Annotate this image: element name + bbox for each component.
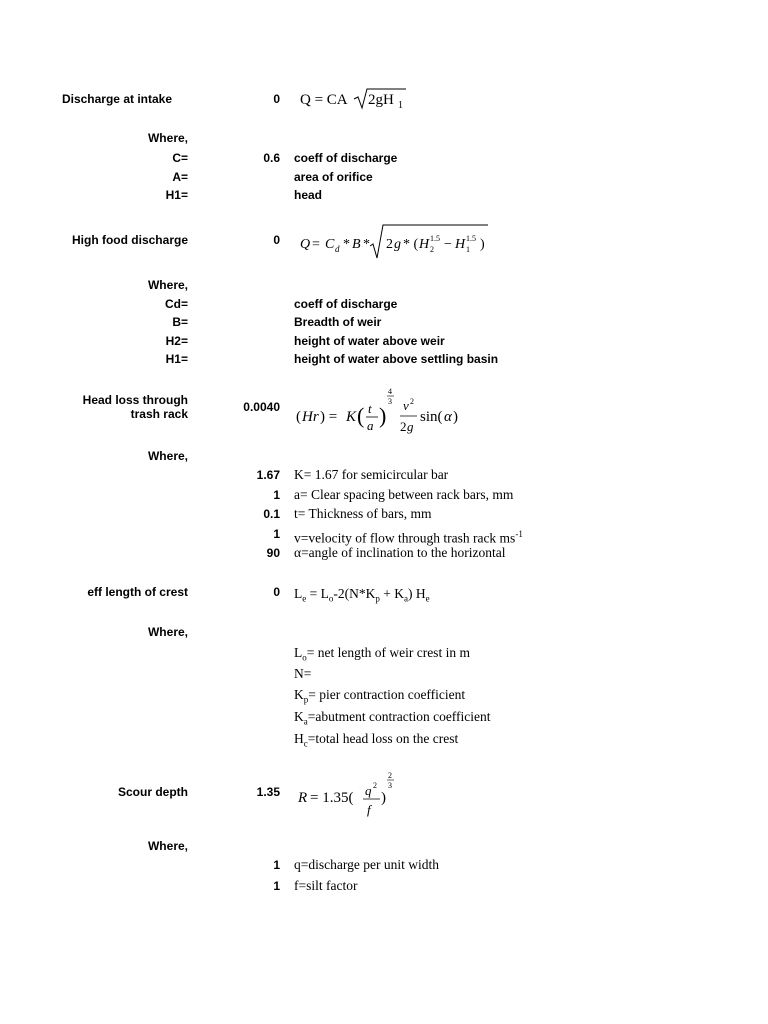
svg-text:): ) bbox=[379, 403, 387, 428]
svg-text:2: 2 bbox=[410, 397, 414, 406]
crest-line-main: K bbox=[294, 687, 304, 702]
trash-param-desc bbox=[294, 526, 523, 547]
crest-formula bbox=[294, 586, 430, 607]
crest-value[interactable]: 0 bbox=[273, 585, 280, 599]
flood-param-sym: H2= bbox=[165, 334, 188, 348]
crest-f4: + K bbox=[379, 586, 404, 601]
intake-value[interactable]: 0 bbox=[273, 92, 280, 106]
trash-velocity-sup: -1 bbox=[515, 529, 523, 539]
trash-param-desc: t= Thickness of bars, mm bbox=[294, 506, 432, 521]
svg-text:1.5: 1.5 bbox=[466, 234, 476, 243]
crest-line-main: K bbox=[294, 709, 304, 724]
svg-text:g: g bbox=[407, 419, 414, 434]
crest-f5s: e bbox=[425, 593, 430, 604]
trash-label-line2: trash rack bbox=[130, 407, 188, 421]
trash-value[interactable]: 0.0040 bbox=[243, 400, 280, 414]
crest-line-sub: p bbox=[303, 694, 309, 705]
svg-text:3: 3 bbox=[388, 397, 392, 406]
crest-f2s: o bbox=[328, 593, 334, 604]
crest-line-sub: a bbox=[303, 716, 308, 727]
crest-line-sub: o bbox=[302, 652, 307, 663]
intake-param-sym: A= bbox=[172, 170, 188, 184]
svg-text:R: R bbox=[298, 790, 308, 806]
trash-param-desc: α=angle of inclination to the horizontal bbox=[294, 545, 506, 560]
crest-f4s: a bbox=[404, 593, 408, 604]
intake-param-value[interactable]: 0.6 bbox=[263, 151, 280, 165]
crest-f5: ) H bbox=[408, 586, 426, 601]
svg-text:a: a bbox=[367, 418, 374, 433]
svg-text:2gH: 2gH bbox=[368, 92, 394, 108]
trash-param-desc: a= Clear spacing between rack bars, mm bbox=[294, 487, 514, 502]
scour-where: Where, bbox=[147, 839, 188, 853]
flood-param-desc: coeff of discharge bbox=[294, 297, 398, 311]
flood-formula bbox=[298, 222, 498, 262]
scour-label: Scour depth bbox=[117, 785, 188, 799]
trash-param-value[interactable]: 90 bbox=[266, 546, 280, 560]
svg-text:1: 1 bbox=[466, 245, 470, 254]
flood-value[interactable]: 0 bbox=[273, 233, 280, 247]
svg-text:d: d bbox=[335, 244, 340, 254]
svg-text:3: 3 bbox=[388, 781, 392, 790]
crest-line bbox=[294, 645, 470, 666]
trash-label-line1: Head loss through bbox=[82, 393, 188, 407]
svg-text:1: 1 bbox=[398, 100, 403, 111]
svg-text:=: = bbox=[312, 237, 320, 252]
svg-text:Q = CA: Q = CA bbox=[300, 92, 348, 108]
flood-param-desc: height of water above settling basin bbox=[294, 352, 499, 366]
trash-param-value[interactable]: 1 bbox=[273, 488, 280, 502]
svg-text:2: 2 bbox=[430, 245, 434, 254]
crest-line bbox=[294, 666, 311, 682]
crest-line-main: L bbox=[294, 645, 303, 660]
svg-text:q: q bbox=[365, 783, 372, 798]
intake-param-sym: C= bbox=[172, 151, 188, 165]
svg-text:2: 2 bbox=[386, 237, 393, 252]
svg-text:): ) bbox=[480, 237, 485, 252]
intake-param-desc: area of orifice bbox=[294, 170, 373, 184]
crest-line-rest: =total head loss on the crest bbox=[307, 731, 459, 746]
svg-text:) =: ) = bbox=[320, 409, 338, 425]
crest-line bbox=[294, 709, 491, 730]
crest-f3: -2(N*K bbox=[333, 586, 376, 601]
flood-param-sym: Cd= bbox=[164, 297, 188, 311]
crest-f1s: e bbox=[302, 593, 307, 604]
svg-text:sin(: sin( bbox=[420, 409, 443, 425]
trash-formula bbox=[296, 386, 446, 436]
svg-text:(: ( bbox=[296, 409, 301, 425]
crest-line-rest: =abutment contraction coefficient bbox=[307, 709, 491, 724]
svg-text:* (: * ( bbox=[403, 237, 419, 252]
svg-text:): ) bbox=[381, 790, 386, 806]
scour-param-value[interactable]: 1 bbox=[273, 858, 280, 872]
svg-text:C: C bbox=[325, 237, 335, 252]
intake-param-sym: H1= bbox=[165, 188, 188, 202]
crest-line-rest: = net length of weir crest in m bbox=[306, 645, 470, 660]
svg-text:2: 2 bbox=[388, 771, 392, 780]
svg-text:= 1.35(: = 1.35( bbox=[310, 790, 354, 806]
trash-where: Where, bbox=[147, 449, 188, 463]
trash-param-desc: K= 1.67 for semicircular bar bbox=[294, 467, 449, 482]
svg-text:*: * bbox=[343, 237, 350, 252]
flood-param-sym: H1= bbox=[165, 352, 188, 366]
trash-param-value[interactable]: 1 bbox=[273, 527, 280, 541]
crest-line-main: N= bbox=[294, 666, 312, 681]
flood-label: High food discharge bbox=[71, 233, 188, 247]
intake-where: Where, bbox=[147, 131, 188, 145]
flood-where: Where, bbox=[147, 278, 188, 292]
crest-where: Where, bbox=[147, 625, 188, 639]
scour-value[interactable]: 1.35 bbox=[256, 785, 280, 799]
svg-text:H: H bbox=[419, 237, 430, 252]
scour-param-desc: q=discharge per unit width bbox=[294, 857, 439, 872]
scour-param-value[interactable]: 1 bbox=[273, 879, 280, 893]
intake-label: Discharge at intake bbox=[61, 92, 172, 106]
intake-param-desc: head bbox=[294, 188, 323, 202]
trash-formula-alpha bbox=[446, 386, 476, 436]
crest-line bbox=[294, 687, 465, 708]
flood-param-sym: B= bbox=[172, 315, 188, 329]
svg-text:4: 4 bbox=[388, 387, 392, 396]
crest-f1: L bbox=[294, 586, 303, 601]
svg-text:1.5: 1.5 bbox=[430, 234, 440, 243]
svg-text:2: 2 bbox=[373, 781, 377, 790]
svg-text:Hr: Hr bbox=[302, 409, 319, 425]
svg-text:): ) bbox=[453, 409, 458, 425]
crest-line-rest: = pier contraction coefficient bbox=[308, 687, 466, 702]
scour-formula bbox=[296, 766, 406, 818]
svg-text:H: H bbox=[455, 237, 466, 252]
svg-text:g: g bbox=[394, 237, 401, 252]
trash-param-value[interactable]: 1.67 bbox=[256, 468, 280, 482]
svg-text:t: t bbox=[368, 401, 372, 416]
crest-f2: = L bbox=[306, 586, 329, 601]
svg-text:B: B bbox=[352, 237, 361, 252]
flood-param-desc: Breadth of weir bbox=[294, 315, 382, 329]
crest-line-main: H bbox=[294, 731, 304, 746]
crest-label: eff length of crest bbox=[87, 585, 188, 599]
svg-text:(: ( bbox=[357, 403, 365, 428]
svg-text:*: * bbox=[363, 237, 370, 252]
svg-text:v: v bbox=[403, 398, 409, 413]
crest-line-sub: c bbox=[303, 738, 308, 749]
crest-line bbox=[294, 731, 458, 752]
svg-text:K: K bbox=[346, 409, 357, 425]
scour-param-desc: f=silt factor bbox=[294, 878, 358, 893]
svg-text:f: f bbox=[367, 802, 371, 817]
trash-velocity-text: v=velocity of flow through trash rack ms bbox=[294, 530, 516, 546]
intake-formula bbox=[298, 86, 418, 112]
flood-param-desc: height of water above weir bbox=[294, 334, 445, 348]
svg-text:Q: Q bbox=[300, 237, 311, 252]
trash-param-value[interactable]: 0.1 bbox=[263, 507, 280, 521]
svg-text:−: − bbox=[444, 237, 452, 252]
svg-text:2: 2 bbox=[400, 419, 407, 434]
intake-param-desc: coeff of discharge bbox=[294, 151, 398, 165]
crest-f3s: p bbox=[375, 593, 380, 604]
svg-text:α: α bbox=[444, 409, 452, 425]
